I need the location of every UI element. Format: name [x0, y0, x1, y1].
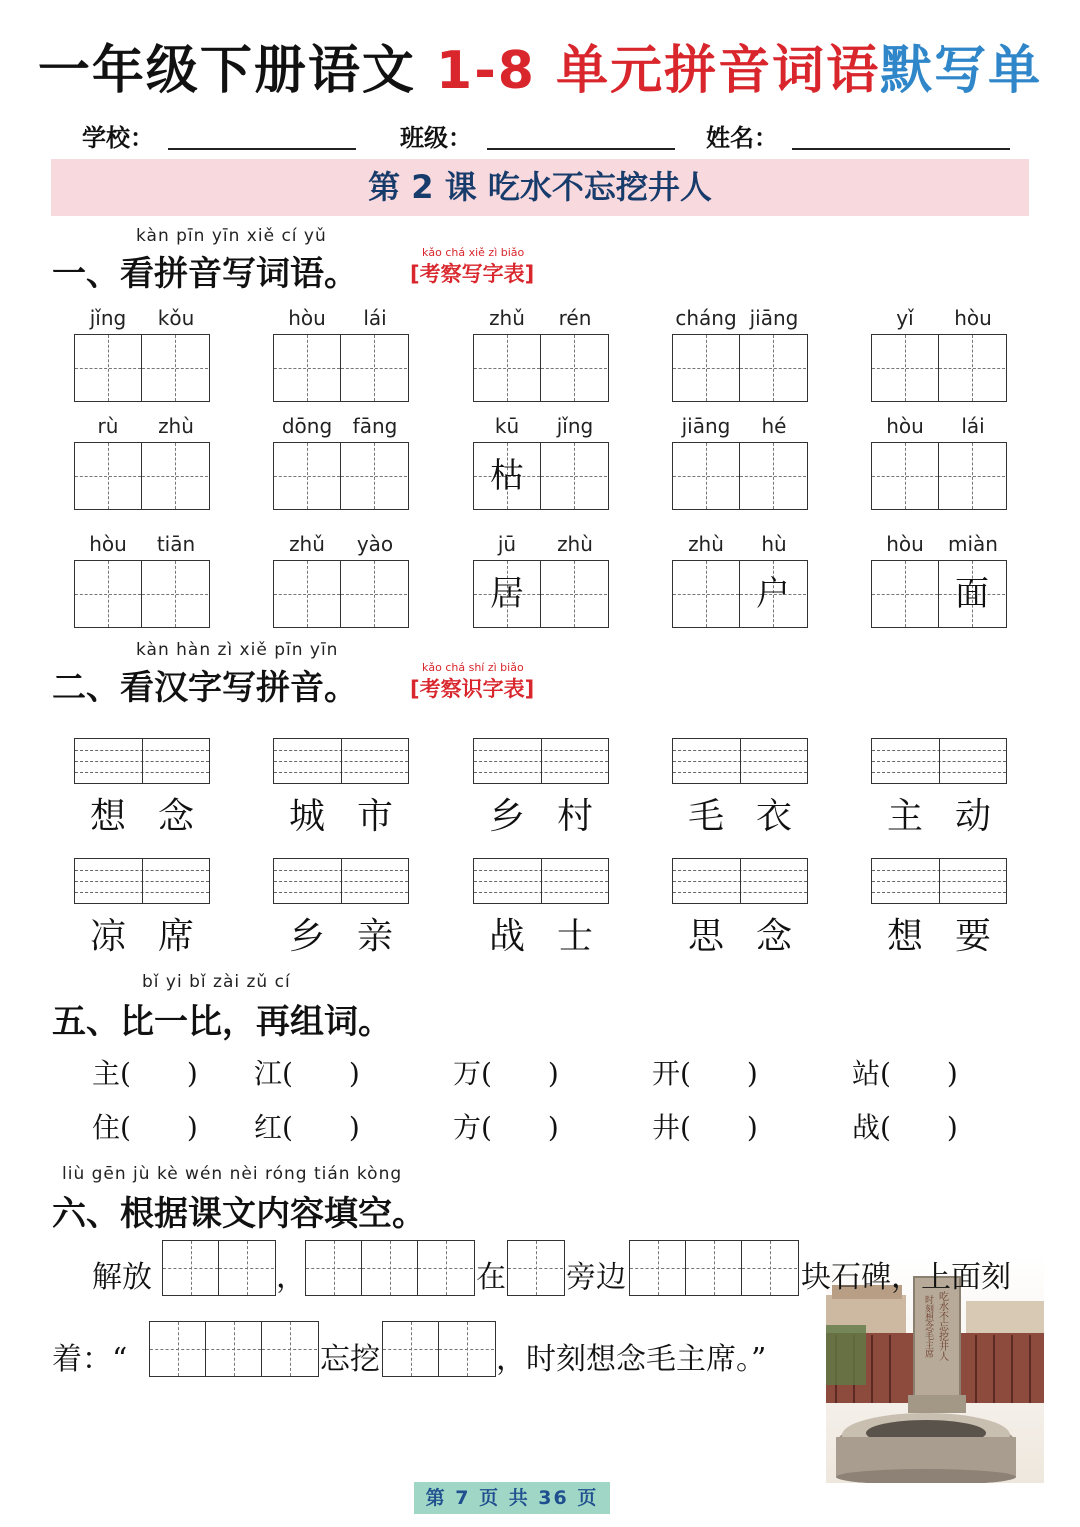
- given-character: [939, 335, 1005, 401]
- fill-blank-box[interactable]: [162, 1240, 276, 1296]
- given-character: [75, 443, 141, 509]
- fill-blank-box[interactable]: [305, 1240, 475, 1296]
- hanzi-character: 念: [755, 916, 792, 957]
- pinyin-syllable: hòu: [89, 532, 127, 556]
- given-character: [541, 443, 607, 509]
- given-character: [872, 561, 938, 627]
- character-writing-box[interactable]: [473, 442, 609, 510]
- given-character: [274, 561, 340, 627]
- pinyin-syllable: lái: [363, 306, 387, 330]
- compare-word-item[interactable]: 开( ): [652, 1057, 758, 1090]
- tianzige-cell[interactable]: [673, 561, 740, 627]
- pinyin-syllable: jiāng: [749, 306, 799, 330]
- fill-blank-box[interactable]: [629, 1240, 799, 1296]
- given-character: [673, 335, 739, 401]
- given-character: [474, 335, 540, 401]
- pinyin-syllable: tiān: [156, 532, 196, 556]
- given-character: 户: [756, 574, 790, 614]
- tianzige-cell[interactable]: [872, 335, 939, 401]
- hanzi-character: 要: [954, 916, 991, 957]
- school-field[interactable]: [168, 148, 356, 150]
- tianzige-cell[interactable]: [341, 561, 407, 627]
- pinyin-writing-box[interactable]: [672, 858, 808, 904]
- pinyin-syllable: kū: [494, 414, 520, 438]
- hanzi-character: 动: [954, 796, 991, 837]
- character-writing-box[interactable]: [473, 334, 609, 402]
- fill-text: 忘挖: [320, 1342, 380, 1377]
- hanzi-character: 士: [556, 916, 593, 957]
- title-part-red: 1-8 单元拼音词语: [436, 41, 881, 101]
- hanzi-character: 思: [687, 916, 724, 957]
- title-part-blue: 默写单: [880, 41, 1043, 101]
- pinyin-syllable: zhù: [557, 532, 593, 556]
- compare-word-item[interactable]: 井( ): [652, 1111, 758, 1144]
- tianzige-cell[interactable]: [740, 443, 806, 509]
- given-character: [541, 561, 607, 627]
- tianzige-cell[interactable]: [673, 335, 740, 401]
- given-character: [274, 443, 340, 509]
- given-character: [673, 561, 739, 627]
- tianzige-cell[interactable]: [541, 561, 607, 627]
- character-writing-box[interactable]: [871, 560, 1007, 628]
- pinyin-syllable: hé: [761, 414, 787, 438]
- tianzige-cell[interactable]: [872, 561, 939, 627]
- hanzi-character: 衣: [755, 796, 792, 837]
- lesson-title: 第 2 课 吃水不忘挖井人: [51, 159, 1029, 216]
- pinyin-writing-box[interactable]: [871, 858, 1007, 904]
- character-writing-box[interactable]: [672, 560, 808, 628]
- section2-heading: 二、看汉字写拼音。: [52, 668, 358, 708]
- fill-text: 解放: [92, 1260, 152, 1295]
- tianzige-cell[interactable]: [75, 443, 142, 509]
- hanzi-character: 乡: [288, 916, 325, 957]
- tianzige-cell[interactable]: [939, 443, 1005, 509]
- given-character: 枯: [490, 456, 524, 496]
- tianzige-cell[interactable]: [75, 335, 142, 401]
- given-character: [541, 335, 607, 401]
- page-number: 第 7 页 共 36 页: [414, 1482, 610, 1514]
- pinyin-syllable: jǐng: [556, 414, 594, 438]
- section5-heading: 五、比一比，再组词。: [52, 1002, 392, 1042]
- pinyin-writing-box[interactable]: [273, 738, 409, 784]
- given-character: [673, 443, 739, 509]
- tianzige-cell[interactable]: [75, 561, 142, 627]
- given-character: [872, 443, 938, 509]
- pinyin-syllable: fāng: [352, 414, 398, 438]
- tianzige-cell[interactable]: [740, 335, 806, 401]
- character-writing-box[interactable]: [871, 442, 1007, 510]
- title-part-black: 一年级下册语文: [37, 41, 437, 101]
- character-writing-box[interactable]: [672, 334, 808, 402]
- character-writing-box[interactable]: [74, 334, 210, 402]
- tianzige-cell[interactable]: [274, 561, 341, 627]
- fill-text: ，: [276, 1260, 306, 1295]
- fill-text: 旁边: [566, 1260, 626, 1295]
- section2-tag-pinyin: kǎo chá shí zì biǎo: [422, 661, 524, 674]
- pinyin-syllable: zhǔ: [489, 306, 525, 330]
- compare-word-item[interactable]: 方( ): [453, 1111, 559, 1144]
- fill-text: 在: [476, 1260, 506, 1295]
- hanzi-character: 市: [356, 796, 393, 837]
- hanzi-character: 想: [89, 796, 126, 837]
- given-character: [341, 561, 407, 627]
- pinyin-syllable: yào: [356, 532, 394, 556]
- hanzi-character: 战: [488, 916, 525, 957]
- given-character: [274, 335, 340, 401]
- class-label: 班级：: [400, 124, 472, 152]
- given-character: [75, 335, 141, 401]
- given-character: [341, 443, 407, 509]
- fill-text: ，时刻想念毛主席。”: [496, 1342, 767, 1377]
- pinyin-syllable: zhù: [158, 414, 194, 438]
- hanzi-character: 毛: [687, 796, 724, 837]
- page-title: [0, 28, 1080, 103]
- tianzige-cell[interactable]: [341, 335, 407, 401]
- hanzi-character: 乡: [488, 796, 525, 837]
- pinyin-writing-box[interactable]: [672, 738, 808, 784]
- section5-pinyin: bǐ yi bǐ zài zǔ cí: [142, 972, 291, 992]
- hanzi-character: 席: [157, 916, 194, 957]
- pinyin-writing-box[interactable]: [871, 738, 1007, 784]
- pinyin-syllable: jū: [497, 532, 517, 556]
- hanzi-character: 念: [157, 796, 194, 837]
- pinyin-syllable: rù: [97, 414, 119, 438]
- pinyin-syllable: zhù: [688, 532, 724, 556]
- fill-text: 块石碑，上面刻: [801, 1260, 1011, 1295]
- pinyin-writing-box[interactable]: [74, 858, 210, 904]
- tianzige-cell[interactable]: [341, 443, 407, 509]
- fill-blank-box[interactable]: [149, 1321, 319, 1377]
- tianzige-cell[interactable]: [939, 561, 1005, 627]
- pinyin-syllable: zhǔ: [289, 532, 325, 556]
- given-character: [740, 443, 806, 509]
- tianzige-cell[interactable]: [474, 443, 541, 509]
- character-writing-box[interactable]: [273, 442, 409, 510]
- fill-text: 着：“: [52, 1342, 128, 1377]
- hanzi-character: 主: [886, 796, 923, 837]
- fill-blank-box[interactable]: [507, 1240, 565, 1296]
- given-character: [142, 561, 208, 627]
- tianzige-cell[interactable]: [673, 443, 740, 509]
- compare-word-item[interactable]: 住( ): [92, 1111, 198, 1144]
- tianzige-cell[interactable]: [939, 335, 1005, 401]
- compare-word-item[interactable]: 江( ): [254, 1057, 360, 1090]
- character-writing-box[interactable]: [672, 442, 808, 510]
- section1-tag-pinyin: kǎo chá xiě zì biǎo: [422, 246, 525, 259]
- pinyin-syllable: miàn: [948, 532, 998, 556]
- pinyin-writing-box[interactable]: [473, 858, 609, 904]
- character-writing-box[interactable]: [74, 560, 210, 628]
- section2-pinyin: kàn hàn zì xiě pīn yīn: [136, 640, 339, 660]
- character-writing-box[interactable]: [871, 334, 1007, 402]
- tianzige-cell[interactable]: [142, 561, 208, 627]
- tianzige-cell[interactable]: [474, 335, 541, 401]
- section6-pinyin: liù gēn jù kè wén nèi róng tián kòng: [62, 1164, 403, 1184]
- tianzige-cell[interactable]: [274, 443, 341, 509]
- character-writing-box[interactable]: [74, 442, 210, 510]
- hanzi-character: 村: [556, 796, 593, 837]
- hanzi-character: 凉: [89, 916, 126, 957]
- pinyin-syllable: jiāng: [681, 414, 731, 438]
- pinyin-syllable: hòu: [886, 532, 924, 556]
- pinyin-writing-box[interactable]: [273, 858, 409, 904]
- tianzige-cell[interactable]: [740, 561, 806, 627]
- pinyin-syllable: lái: [961, 414, 985, 438]
- given-character: [75, 561, 141, 627]
- pinyin-syllable: yǐ: [896, 306, 914, 330]
- given-character: [872, 335, 938, 401]
- compare-word-item[interactable]: 战( ): [852, 1111, 958, 1144]
- character-writing-box[interactable]: [273, 334, 409, 402]
- pinyin-syllable: jǐng: [89, 306, 127, 330]
- pinyin-syllable: hòu: [288, 306, 326, 330]
- fill-blank-box[interactable]: [382, 1321, 496, 1377]
- stele-inscription-1: 吃水不忘挖井人: [936, 1291, 948, 1361]
- hanzi-character: 想: [886, 916, 923, 957]
- section2-tag: [考察识字表]: [410, 677, 535, 701]
- name-label: 姓名：: [706, 124, 778, 152]
- pinyin-syllable: hù: [761, 532, 787, 556]
- pinyin-writing-box[interactable]: [473, 738, 609, 784]
- name-field[interactable]: [792, 148, 1010, 150]
- pinyin-syllable: cháng: [675, 306, 737, 330]
- class-field[interactable]: [487, 148, 675, 150]
- character-writing-box[interactable]: [473, 560, 609, 628]
- given-character: 面: [955, 574, 989, 614]
- tianzige-cell[interactable]: [142, 335, 208, 401]
- given-character: [341, 335, 407, 401]
- tianzige-cell[interactable]: [541, 443, 607, 509]
- tianzige-cell[interactable]: [541, 335, 607, 401]
- compare-word-item[interactable]: 红( ): [254, 1111, 360, 1144]
- given-character: [142, 443, 208, 509]
- hanzi-character: 亲: [356, 916, 393, 957]
- pinyin-syllable: hòu: [886, 414, 924, 438]
- pinyin-writing-box[interactable]: [74, 738, 210, 784]
- section6-heading: 六、根据课文内容填空。: [52, 1194, 426, 1234]
- compare-word-item[interactable]: 万( ): [453, 1057, 559, 1090]
- given-character: [142, 335, 208, 401]
- tianzige-cell[interactable]: [142, 443, 208, 509]
- pinyin-syllable: dōng: [281, 414, 333, 438]
- compare-word-item[interactable]: 站( ): [852, 1057, 958, 1090]
- tianzige-cell[interactable]: [872, 443, 939, 509]
- tianzige-cell[interactable]: [474, 561, 541, 627]
- section1-tag: [考察写字表]: [410, 262, 535, 286]
- hanzi-character: 城: [288, 796, 325, 837]
- given-character: [740, 335, 806, 401]
- pinyin-syllable: hòu: [954, 306, 992, 330]
- given-character: [939, 443, 1005, 509]
- character-writing-box[interactable]: [273, 560, 409, 628]
- school-label: 学校：: [82, 124, 154, 152]
- section1-heading: 一、看拼音写词语。: [52, 254, 358, 294]
- compare-word-item[interactable]: 主( ): [92, 1057, 198, 1090]
- section1-pinyin: kàn pīn yīn xiě cí yǔ: [136, 226, 327, 246]
- stele-inscription-2: 时刻想念毛主席: [923, 1295, 933, 1358]
- given-character: 居: [490, 574, 524, 614]
- pinyin-syllable: kǒu: [157, 306, 195, 330]
- pinyin-syllable: rén: [558, 306, 592, 330]
- tianzige-cell[interactable]: [274, 335, 341, 401]
